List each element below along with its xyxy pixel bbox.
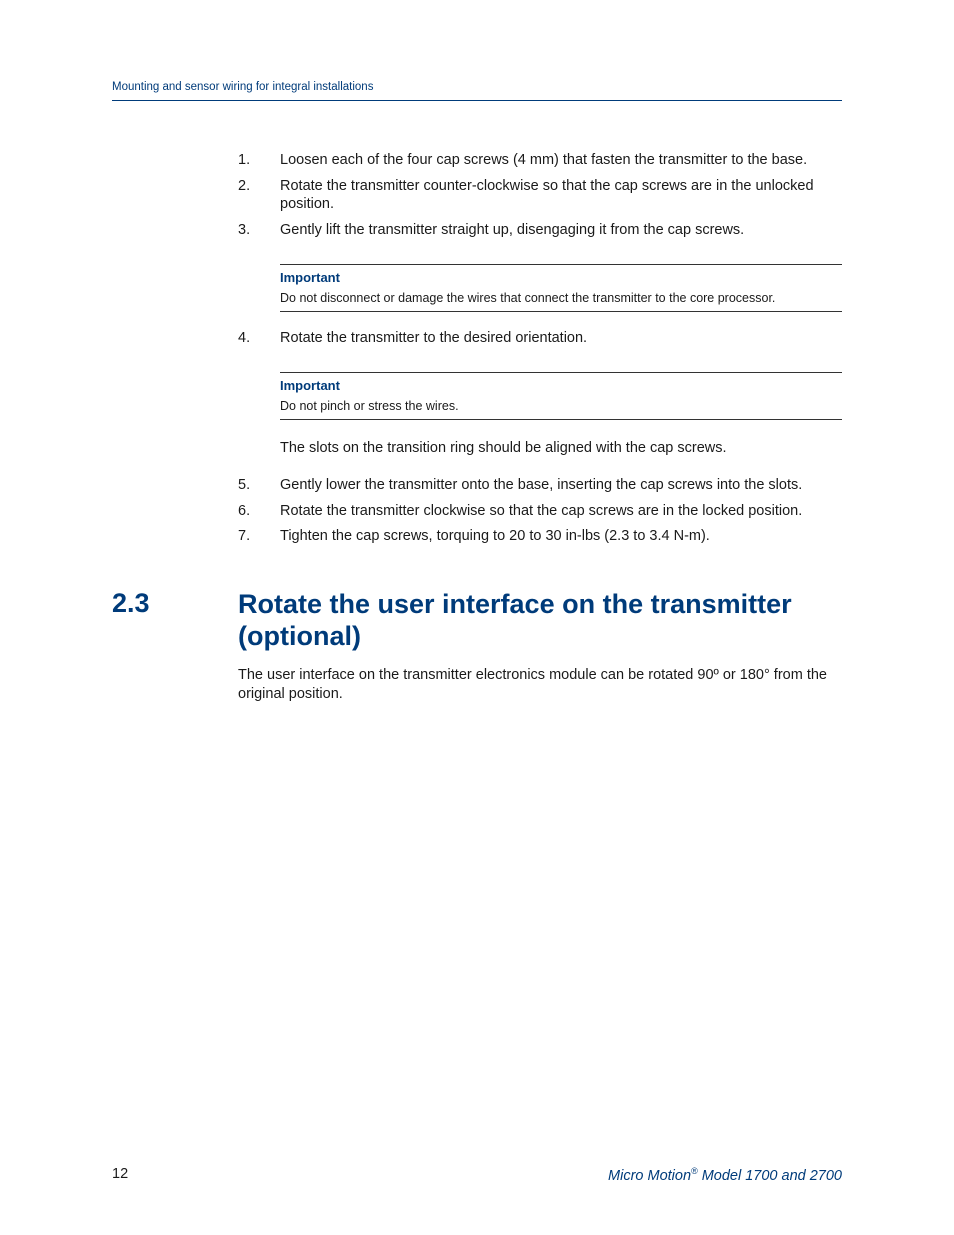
- step-number: 7.: [238, 528, 251, 544]
- doc-title-main: Micro Motion: [608, 1167, 692, 1184]
- section-heading: Rotate the user interface on the transmitter (optional): [238, 589, 792, 651]
- step-text: Gently lift the transmitter straight up, disengaging it from the cap screws.: [280, 222, 745, 238]
- step-text: Gently lower the transmitter onto the base, inserting the cap screws into the slots.: [280, 477, 803, 493]
- step-note-paragraph: The slots on the transition ring should be aligned with the cap screws.: [280, 440, 727, 456]
- step-text: Loosen each of the four cap screws (4 mm) that fasten the transmitter to the base.: [280, 152, 808, 168]
- step-number: 2.: [238, 178, 251, 194]
- registered-mark: ®: [691, 1166, 698, 1176]
- important-note-1: [280, 264, 842, 312]
- step-text: Tighten the cap screws, torquing to 20 to 30 in-lbs (2.3 to 3.4 N-m).: [280, 528, 710, 544]
- section-body-paragraph: The user interface on the transmitter electronics module can be rotated 90º or 180° from the original position.: [238, 667, 827, 702]
- section-number: 2.3: [112, 588, 150, 618]
- step-number: 6.: [238, 503, 251, 519]
- step-text: Rotate the transmitter counter-clockwise so that the cap screws are in the unlocked position.: [280, 178, 814, 212]
- doc-title-rest: Model 1700 and 2700: [697, 1167, 842, 1184]
- step-number: 1.: [238, 152, 251, 168]
- step-text: Rotate the transmitter to the desired orientation.: [280, 330, 588, 346]
- note-body: Do not disconnect or damage the wires that connect the transmitter to the core processor.: [280, 291, 776, 305]
- note-title: Important: [280, 270, 340, 285]
- running-header: Mounting and sensor wiring for integral installations: [112, 81, 374, 93]
- step-text: Rotate the transmitter clockwise so that the cap screws are in the locked position.: [280, 503, 803, 519]
- important-note-2: [280, 372, 842, 420]
- step-number: 3.: [238, 222, 251, 238]
- step-number: 5.: [238, 477, 251, 493]
- footer-doc-title: [608, 1166, 842, 1184]
- step-number: 4.: [238, 330, 251, 346]
- note-body: Do not pinch or stress the wires.: [280, 399, 459, 413]
- note-title: Important: [280, 378, 340, 393]
- page-number: 12: [112, 1166, 129, 1182]
- header-rule: [112, 100, 842, 101]
